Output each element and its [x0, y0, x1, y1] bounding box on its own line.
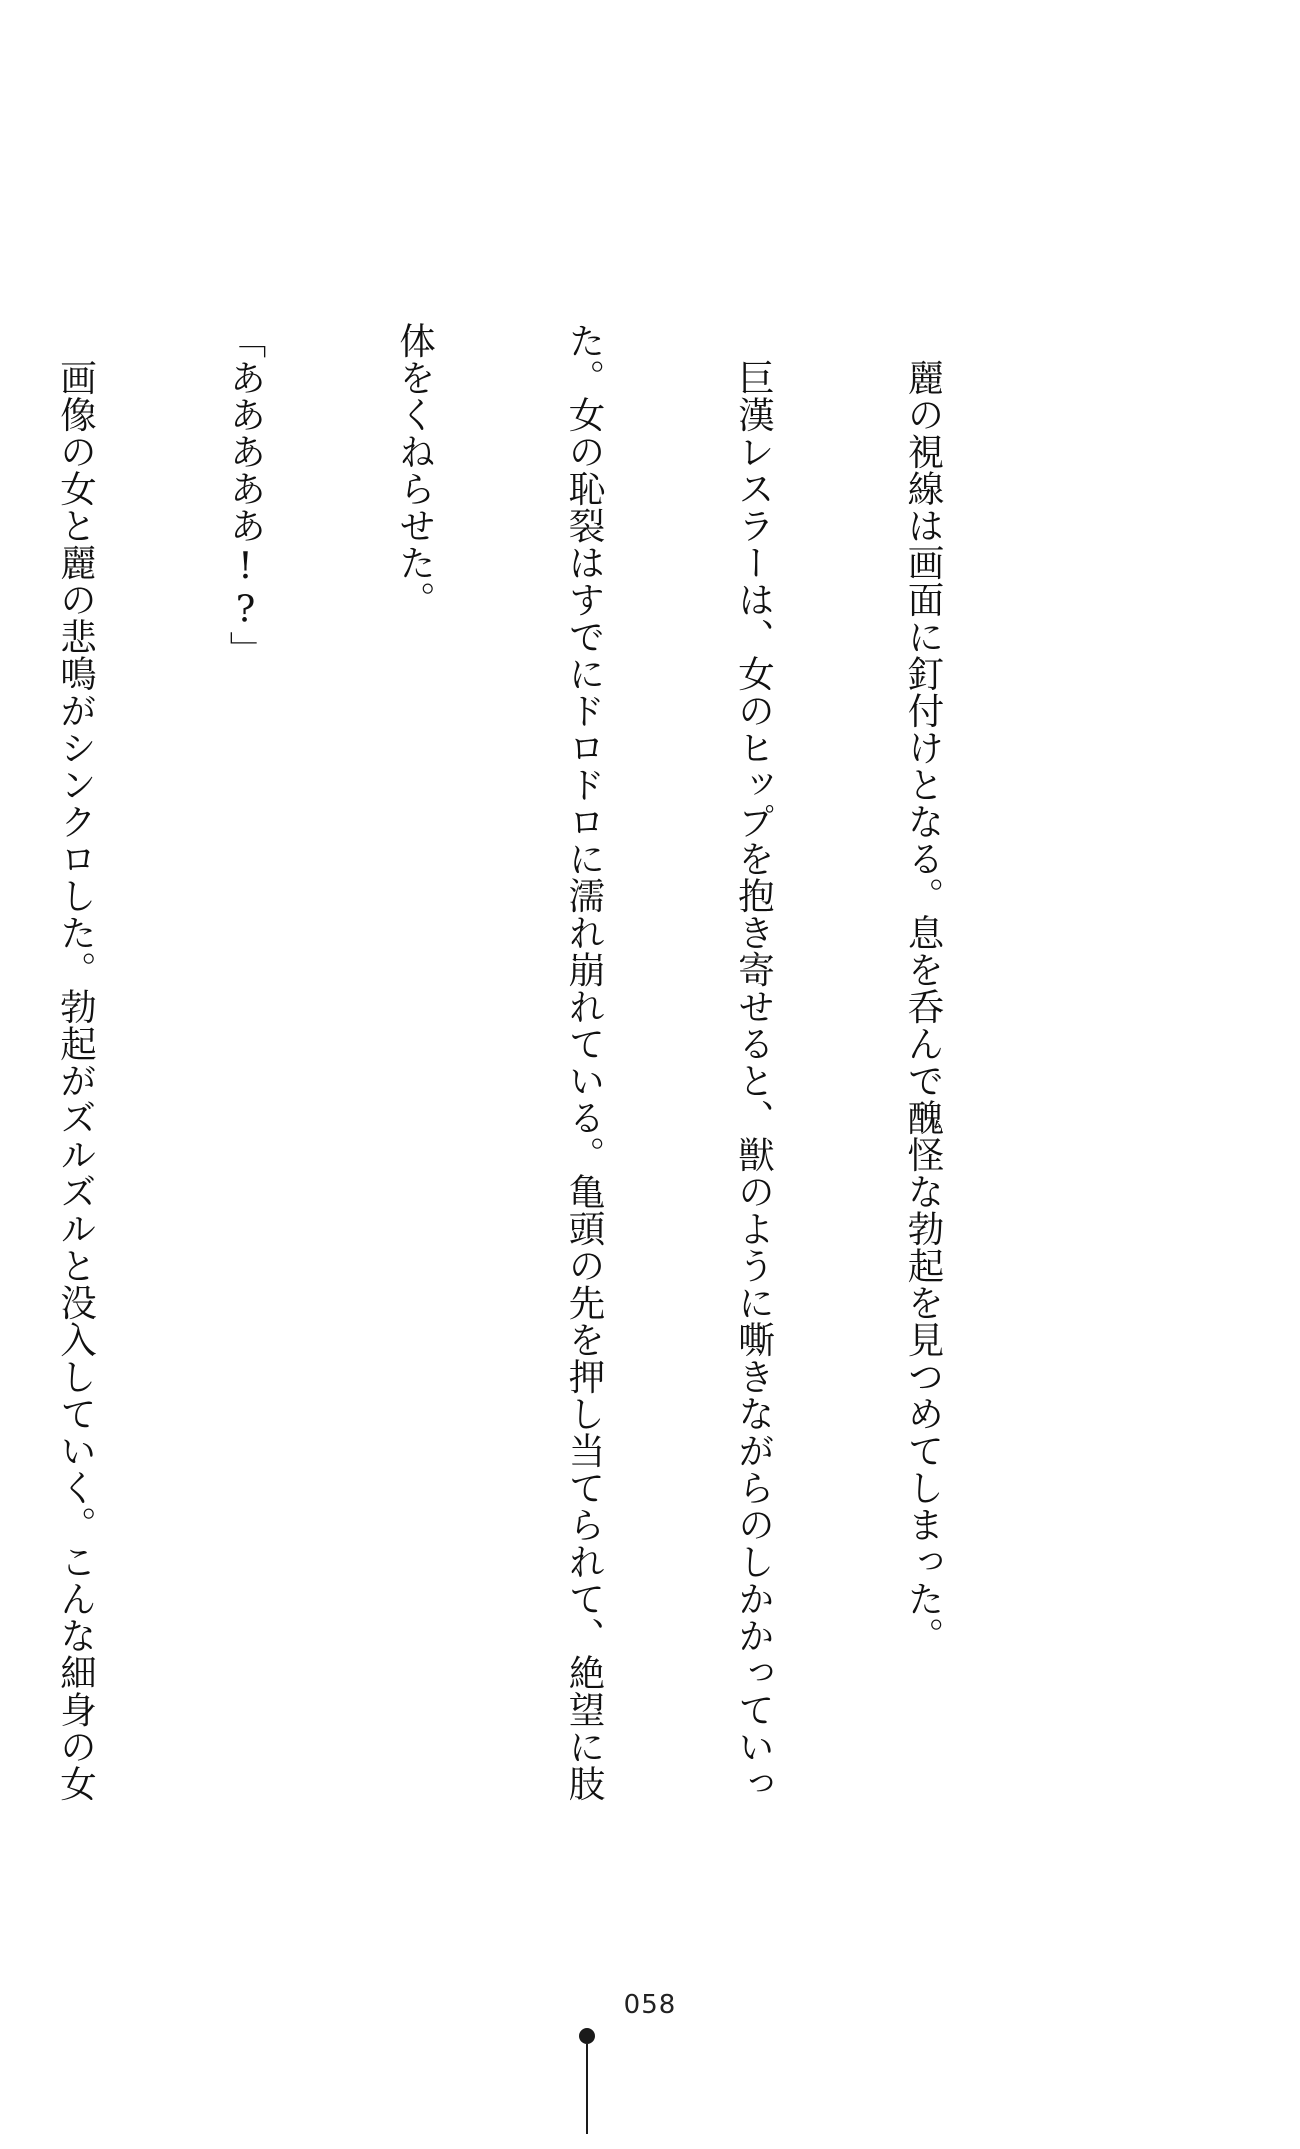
text-line: 体をくねらせた。: [393, 322, 437, 618]
folio-line-ornament: [586, 2044, 588, 2134]
text-line: 画像の女と麗の悲鳴がシンクロした。勃起がズルズルと没入していく。こんな細身の女: [54, 322, 98, 1802]
page-number: 058: [623, 1990, 677, 2020]
text-line: 巨漢レスラーは、女のヒップを抱き寄せると、獣のように嘶きながらのしかかっていっ: [732, 322, 776, 1802]
text-line: た。女の恥裂はすでにドロドロに濡れ崩れている。亀頭の先を押し当てられて、絶望に肢: [563, 322, 606, 1802]
text-line: 「あああああ!?」: [224, 322, 267, 668]
folio-dot-ornament: [579, 2028, 595, 2044]
body-text: [0, 322, 1064, 1922]
text-line: 麗の視線は画面に釘付けとなる。息を呑んで醜怪な勃起を見つめてしまった。: [902, 322, 945, 1654]
